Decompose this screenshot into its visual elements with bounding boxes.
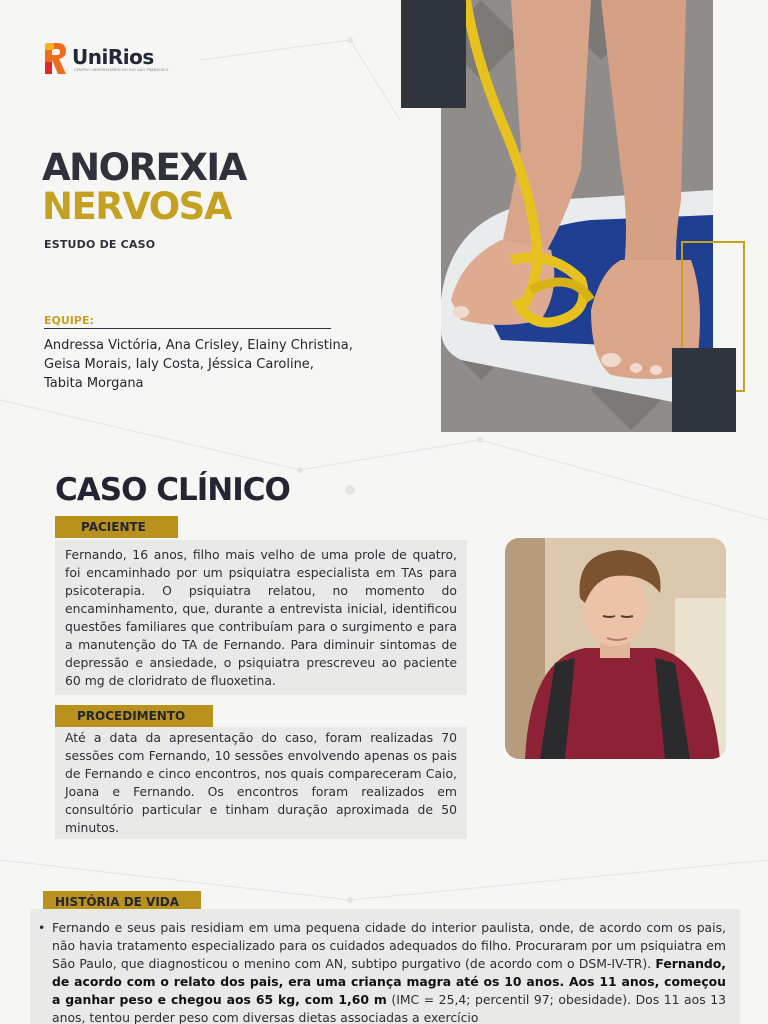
team-divider <box>44 328 331 329</box>
historia-part1: Fernando e seus pais residiam em uma pequena cidade do interior paulista, onde, de acordo com os pais, não havia tratamento especializado para os cuidados adequados do filho. Procuraram por um psiquiatra em São Paulo, que diagnosticou o menino com AN, subtipo purgativo (de acordo com o DSM-IV-TR). <box>52 920 726 971</box>
caso-clinico-title: CASO CLÍNICO <box>55 472 290 508</box>
logo-subtitle: CENTRO UNIVERSITÁRIO DO RIO SÃO FRANCISCO <box>74 68 169 72</box>
unirios-logo <box>42 42 169 76</box>
unirios-logo-mark-icon <box>42 42 68 76</box>
historia-list-item <box>38 919 726 1024</box>
title-line-2: NERVOSA <box>42 185 231 228</box>
historia-text-box <box>30 909 740 1024</box>
logo-name: UniRios <box>72 45 154 69</box>
subtitle: ESTUDO DE CASO <box>44 238 156 251</box>
paciente-tag: PACIENTE <box>55 516 178 538</box>
decorative-dark-block-bottom <box>672 348 736 432</box>
team-label: EQUIPE: <box>44 314 94 327</box>
procedimento-tag: PROCEDIMENTO <box>55 705 213 727</box>
historia-tag: HISTÓRIA DE VIDA <box>43 891 201 913</box>
paciente-text: Fernando, 16 anos, filho mais velho de uma prole de quatro, foi encaminhado por um psiquiatra especialista em TAs para psicoterapia. O psiquiatra relatou, no momento do encaminhamento, que, durante a entrevista inicial, identificou questões familiares que contribuíam para o surgimento e para a manutenção do TA de Fernando. Para diminuir sintomas de depressão e ansiedade, o psiquiatra prescreveu ao paciente 60 mg de cloridrato de fluoxetina. <box>55 540 467 695</box>
bullet-icon: • <box>38 920 46 935</box>
team-names: Andressa Victória, Ana Crisley, Elainy Christina, Geisa Morais, Ialy Costa, Jéssica Caroline, Tabita Morgana <box>44 338 353 391</box>
decorative-dark-block-top <box>401 0 466 108</box>
historia-bold: Fernando, de acordo com o relato dos pais, era uma criança magra até os 10 anos. Aos 11 anos, começou a ganhar peso e chegou aos 65 kg, com 1,60 m <box>52 956 726 1007</box>
historia-part2: (IMC = 25,4; percentil 97; obesidade). Dos 11 aos 13 anos, tentou perder peso com diversas dietas associadas a exercício <box>52 992 726 1024</box>
procedimento-text: Até a data da apresentação do caso, foram realizadas 70 sessões com Fernando, 10 sessões envolvendo apenas os pais de Fernando e cinco encontros, nos quais compareceram Caio, Joana e Fernando. Os encontros foram realizados em consultório particular e tinham duração aproximada de 50 minutos. <box>55 727 467 839</box>
title-line-1: ANOREXIA <box>42 146 246 189</box>
patient-photo <box>505 538 726 759</box>
